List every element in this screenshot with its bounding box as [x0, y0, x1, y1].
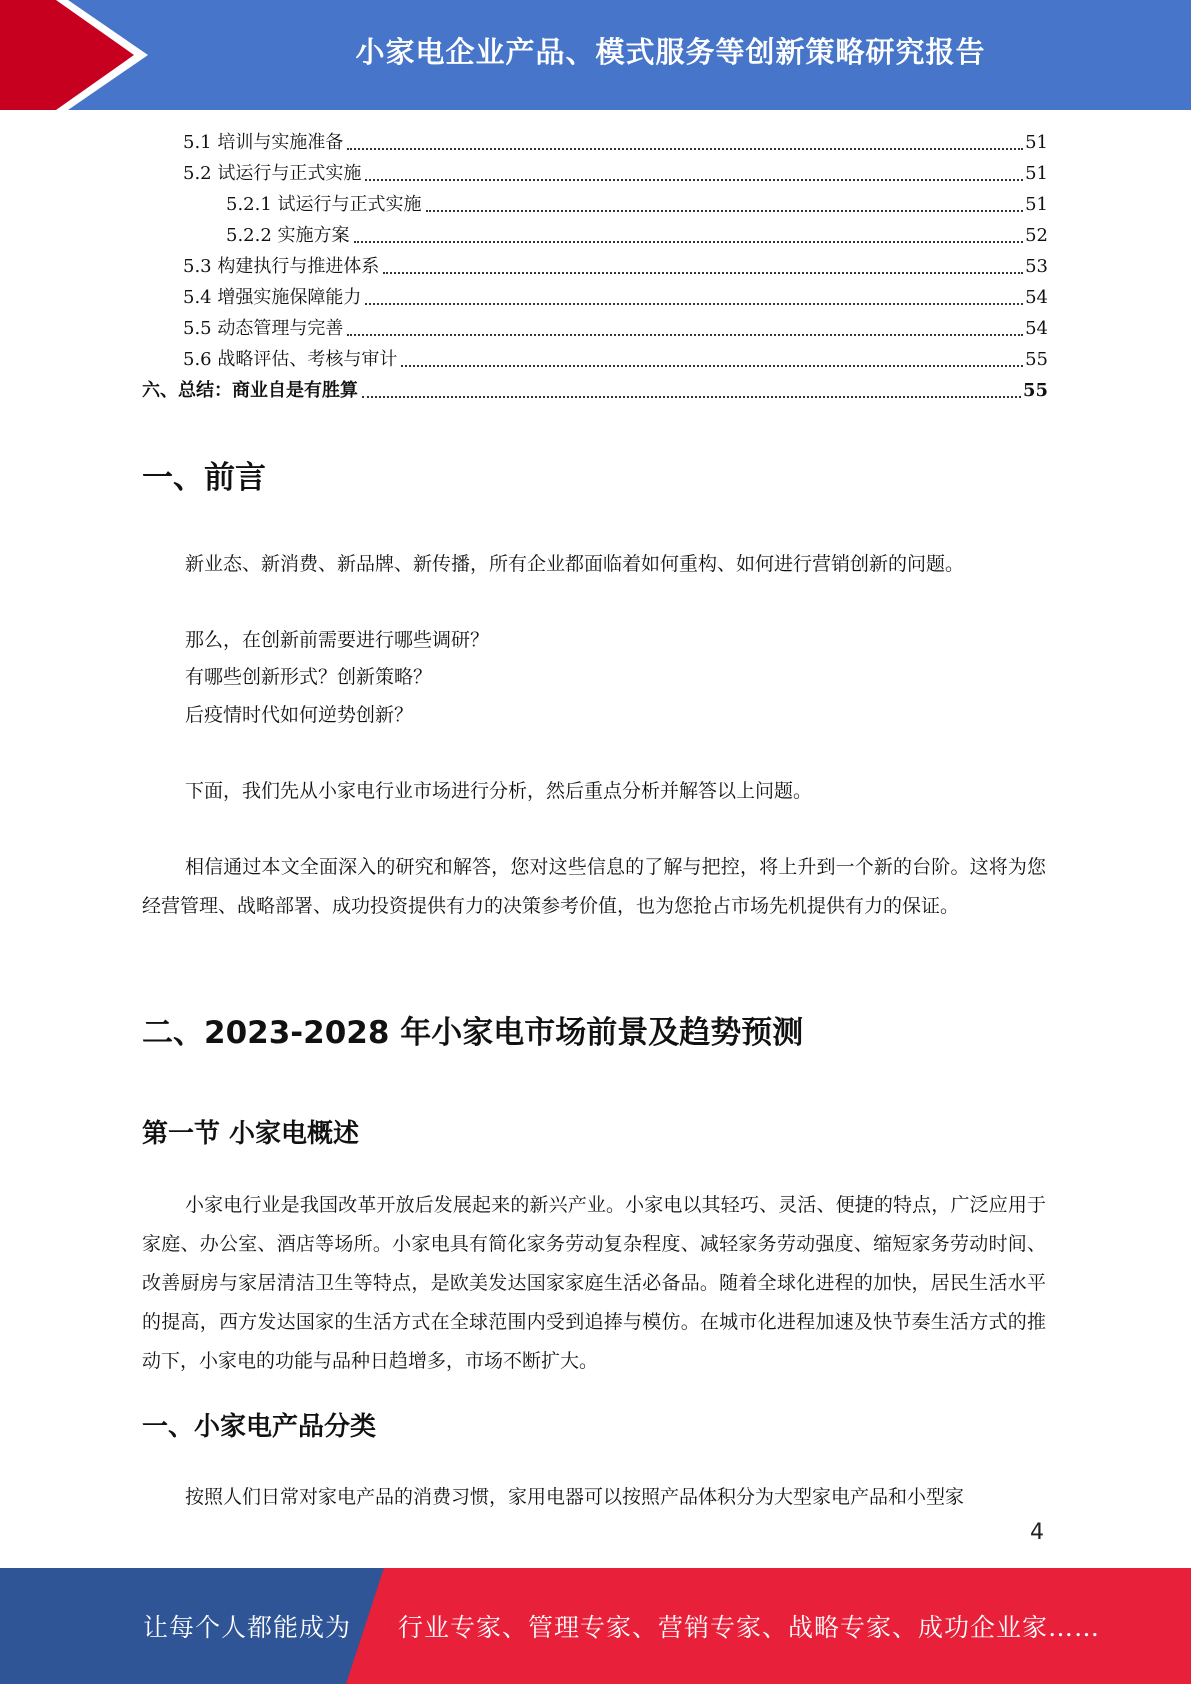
toc-entry-page: 51 [1025, 194, 1048, 215]
page-number: 4 [1030, 1520, 1044, 1545]
toc-entry-title: 5.5 动态管理与完善 [183, 318, 344, 339]
toc-entry[interactable] [142, 375, 1048, 406]
preface-question-2: 有哪些创新形式？创新策略？ [185, 666, 433, 688]
toc-entry[interactable] [142, 127, 1048, 158]
toc-entry[interactable] [142, 313, 1048, 344]
classification-paragraph: 按照人们日常对家电产品的消费习惯，家用电器可以按照产品体积分为大型家电产品和小型家 [185, 1486, 965, 1508]
toc-entry-title: 5.2.1 试运行与正式实施 [226, 194, 422, 215]
toc-entry-page: 54 [1025, 287, 1048, 308]
toc-dot-leader [347, 147, 1023, 150]
toc-entry-page: 51 [1025, 163, 1048, 184]
overview-paragraph: 小家电行业是我国改革开放后发展起来的新兴产业。小家电以其轻巧、灵活、便捷的特点，广泛应用于家庭、办公室、酒店等场所。小家电具有简化家务劳动复杂程度、减轻家务劳动强度、缩短家务劳动时间、改善厨房与家居清洁卫生等特点，是欧美发达国家家庭生活必备品。随着全球化进程的加快，居民生活水平的提高，西方发达国家的生活方式在全球范围内受到追捧与模仿。在城市化进程加速及快节奏生活方式的推动下，小家电的功能与品种日趋增多，市场不断扩大。 [142, 1194, 1046, 1372]
preface-paragraph-3: 相信通过本文全面深入的研究和解答，您对这些信息的了解与把控，将上升到一个新的台阶。这将为您经营管理、战略部署、成功投资提供有力的决策参考价值，也为您抢占市场先机提供有力的保证。 [142, 856, 1046, 917]
toc-dot-leader [347, 333, 1023, 336]
toc-entry[interactable] [142, 344, 1048, 375]
page-header [0, 0, 1191, 110]
toc-entry-page: 54 [1025, 318, 1048, 339]
page-footer [0, 1568, 1191, 1684]
subsection-heading-classification: 一、小家电产品分类 [142, 1412, 377, 1442]
toc-entry-page: 55 [1025, 349, 1048, 370]
toc-dot-leader [365, 178, 1023, 181]
toc-entry-title: 5.6 战略评估、考核与审计 [183, 349, 398, 370]
toc-entry[interactable] [142, 158, 1048, 189]
toc-dot-leader [362, 395, 1021, 398]
toc-dot-leader [365, 302, 1023, 305]
preface-paragraph-1: 新业态、新消费、新品牌、新传播，所有企业都面临着如何重构、如何进行营销创新的问题。 [185, 553, 965, 575]
table-of-contents [142, 127, 1048, 406]
toc-entry-title: 5.2 试运行与正式实施 [183, 163, 362, 184]
toc-dot-leader [354, 240, 1024, 243]
toc-entry-page: 53 [1025, 256, 1048, 277]
toc-entry-page: 52 [1025, 225, 1048, 246]
preface-heading: 一、前言 [142, 460, 266, 496]
toc-entry-title: 六、总结：商业自是有胜算 [142, 380, 358, 401]
toc-entry-title: 5.1 培训与实施准备 [183, 132, 344, 153]
toc-entry-page: 55 [1022, 380, 1048, 401]
toc-dot-leader [383, 271, 1023, 274]
preface-paragraph-2: 下面，我们先从小家电行业市场进行分析，然后重点分析并解答以上问题。 [185, 780, 813, 802]
preface-question-1: 那么，在创新前需要进行哪些调研？ [185, 629, 490, 651]
toc-entry-title: 5.4 增强实施保障能力 [183, 287, 362, 308]
toc-entry-page: 51 [1025, 132, 1048, 153]
preface-question-3: 后疫情时代如何逆势创新？ [185, 704, 414, 726]
toc-entry[interactable] [142, 251, 1048, 282]
toc-entry-title: 5.3 构建执行与推进体系 [183, 256, 380, 277]
toc-dot-leader [426, 209, 1024, 212]
toc-entry[interactable] [142, 282, 1048, 313]
section-heading-market-outlook: 二、2023-2028 年小家电市场前景及趋势预测 [142, 1015, 804, 1051]
toc-dot-leader [401, 364, 1023, 367]
footer-slogan-right: 行业专家、管理专家、营销专家、战略专家、成功企业家…… [398, 1613, 1101, 1642]
toc-entry-title: 5.2.2 实施方案 [226, 225, 350, 246]
subsection-heading-overview: 第一节 小家电概述 [142, 1119, 360, 1149]
report-title: 小家电企业产品、模式服务等创新策略研究报告 [355, 34, 986, 69]
toc-entry[interactable] [142, 220, 1048, 251]
footer-slogan-left: 让每个人都能成为 [143, 1613, 352, 1642]
toc-entry[interactable] [142, 189, 1048, 220]
